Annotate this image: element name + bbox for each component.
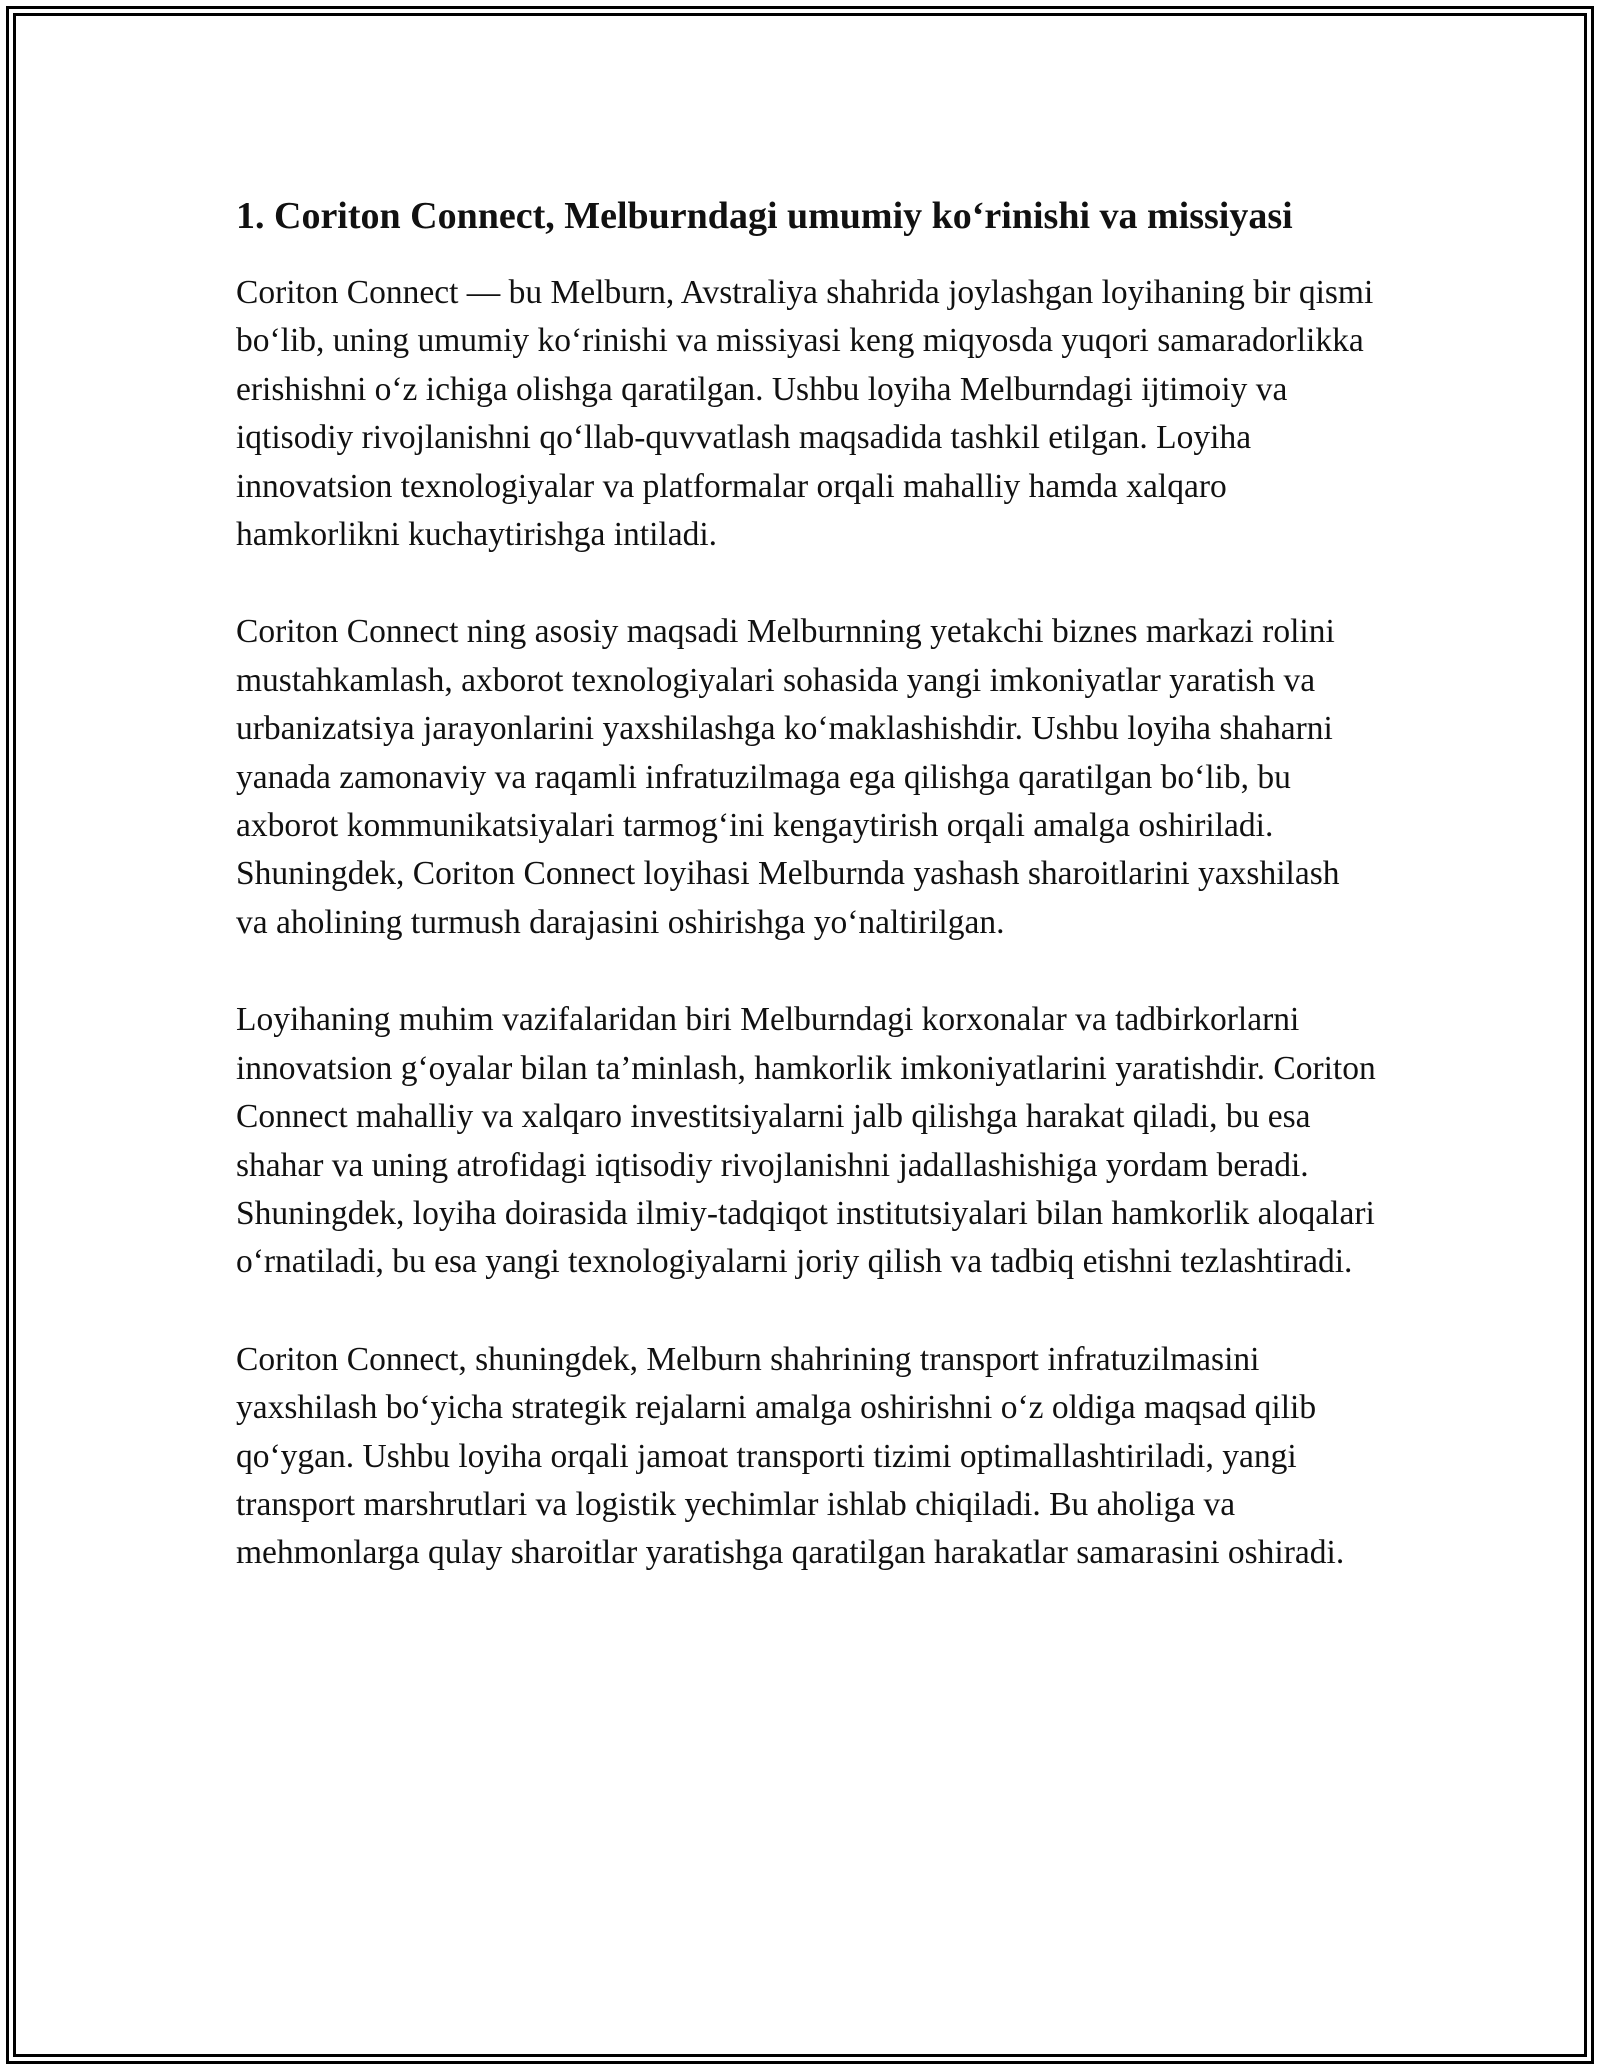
paragraph-key-tasks: Loyihaning muhim vazifalaridan biri Melburndagi korxonalar va tadbirkorlarni innovatsion g‘oyalar bilan ta’minlash, hamkorlik imkoniyatlarini yaratishdir. Coriton Connect mahalliy va xalqaro investitsiyalarni jalb qilishga harakat qiladi, bu esa shahar va uning atrofidagi iqtisodiy rivojlanishni jadallashishiga yordam beradi. Shuningdek, loyiha doirasida ilmiy-tadqiqot institutsiyalari bilan hamkorlik aloqalari o‘rnatiladi, bu esa yangi texnologiyalarni joriy qilish va tadbiq etishni tezlashtiradi. — [236, 1001, 1376, 1281]
paragraph-transport: Coriton Connect, shuningdek, Melburn shahrining transport infratuzilmasini yaxshilash bo‘yicha strategik rejalarni amalga oshirishni o‘z oldiga maqsad qilib qo‘ygan. Ushbu loyiha orqali jamoat transporti tizimi optimallashtiriladi, yangi transport marshrutlari va logistik yechimlar ishlab chiqiladi. Bu aholiga va mehmonlarga qulay sharoitlar yaratishga qaratilgan harakatlar samarasini oshiradi. — [236, 1340, 1345, 1572]
document-body — [236, 188, 1376, 1578]
section-heading: 1. Coriton Connect, Melburndagi umumiy ko‘rinishi va missiyasi — [236, 195, 1293, 237]
paragraph-overview: Coriton Connect — bu Melburn, Avstraliya shahrida joylashgan loyihaning bir qismi bo‘lib, uning umumiy ko‘rinishi va missiyasi keng miqyosda yuqori samaradorlikka erishishni o‘z ichiga olishga qaratilgan. Ushbu loyiha Melburndagi ijtimoiy va iqtisodiy rivojlanishni qo‘llab-quvvatlash maqsadida tashkil etilgan. Loyiha innovatsion texnologiyalar va platformalar orqali mahalliy hamda xalqaro hamkorlikni kuchaytirishga intiladi. — [236, 274, 1374, 554]
paragraph-main-goal: Coriton Connect ning asosiy maqsadi Melburnning yetakchi biznes markazi rolini mustahkamlash, axborot texnologiyalari sohasida yangi imkoniyatlar yaratish va urbanizatsiya jarayonlarini yaxshilashga ko‘maklashishdir. Ushbu loyiha shaharni yanada zamonaviy va raqamli infratuzilmaga ega qilishga qaratilgan bo‘lib, bu axborot kommunikatsiyalari tarmog‘ini kengaytirish orqali amalga oshiriladi. Shuningdek, Coriton Connect loyihasi Melburnda yashash sharoitlarini yaxshilash va aholining turmush darajasini oshirishga yo‘naltirilgan. — [236, 613, 1340, 941]
